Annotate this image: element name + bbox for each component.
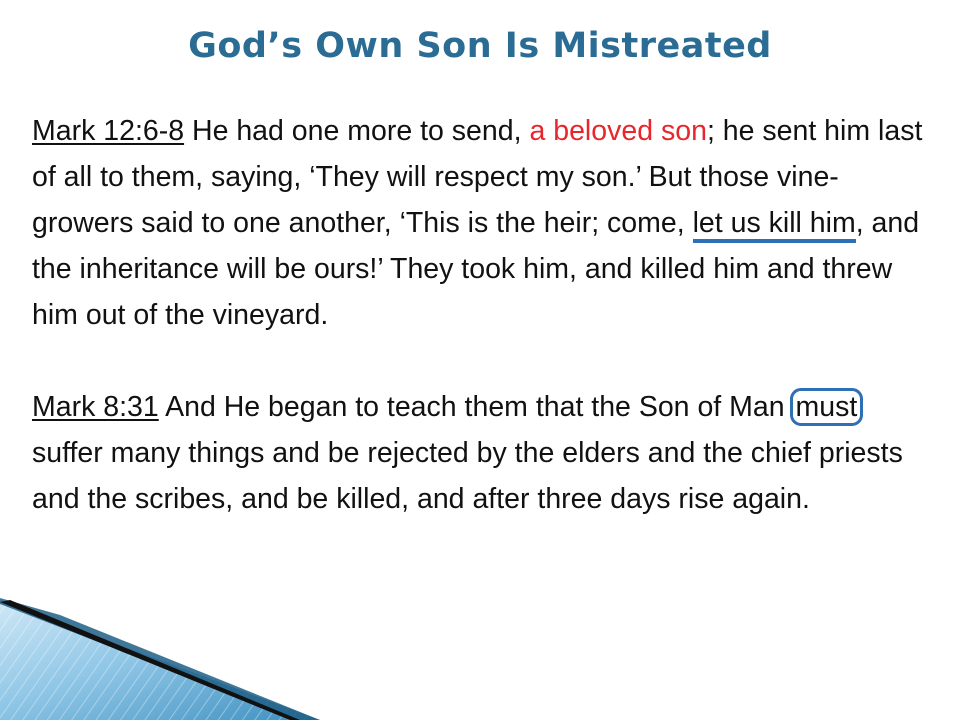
passage-text: And He began to teach them that the Son of Man	[158, 391, 793, 423]
passage-text: ; he sent him last of all to them, saying, ‘They will respect my son.’ But those vine-growers said to one another, ‘This is the heir; come,	[32, 115, 923, 239]
passage-reference: Mark 12:6-8	[32, 115, 185, 147]
underlined-phrase: let us kill him	[693, 207, 856, 243]
highlighted-phrase: a beloved son	[529, 115, 707, 147]
passage-mark-8	[32, 384, 932, 522]
corner-decoration-icon	[0, 560, 960, 720]
slide-title: God’s Own Son Is Mistreated	[188, 26, 772, 66]
passage-text: He had one more to send,	[184, 115, 530, 147]
passage-text: suffer many things and be rejected by the elders and the chief priests and the scribes, and be killed, and after three days rise again.	[32, 437, 903, 515]
slide-body	[32, 108, 932, 522]
passage-mark-12	[32, 108, 932, 338]
passage-text: , and the inheritance will be ours!’ They took him, and killed him and threw him out of the vineyard.	[32, 207, 920, 331]
circled-word: must	[790, 388, 864, 426]
passage-reference: Mark 8:31	[32, 391, 159, 423]
